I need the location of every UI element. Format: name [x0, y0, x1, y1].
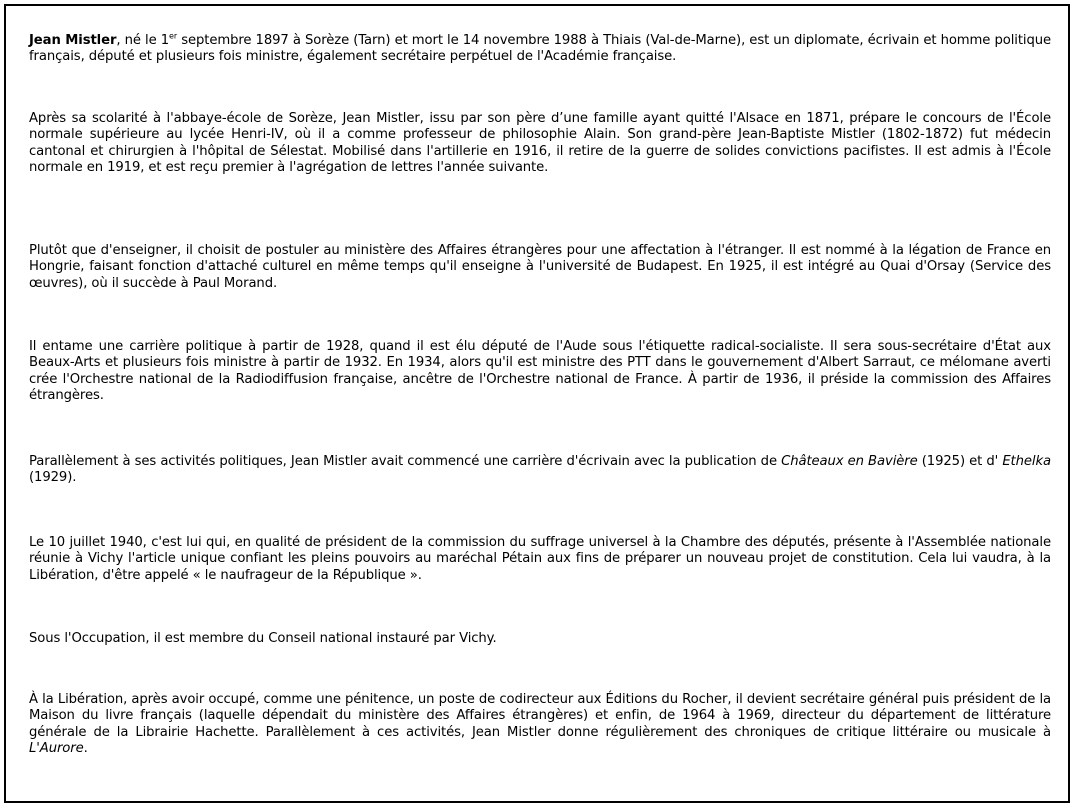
newspaper-title: L'Aurore [29, 740, 84, 756]
subject-name: Jean Mistler [29, 33, 117, 48]
paragraph-liberation: À la Libération, après avoir occupé, comme une pénitence, un poste de codirecteur aux Éditions du Rocher, il devient secrétaire général puis président de la Maison du livre français (laquelle dépendait du ministère des Affaires étrangères) et enfin, de 1964 à 1969, directeur du département de littérature générale de la Librairie Hachette. Parallèlement à ces activités, Jean Mistler donne régulièrement des chroniques de critique littéraire ou musicale à L'Aurore. [29, 692, 1051, 756]
book-title: Châteaux en Bavière [781, 454, 918, 469]
paragraph-occupation: Sous l'Occupation, il est membre du Conseil national instauré par Vichy. [29, 631, 497, 646]
paragraph-diplomacy: Plutôt que d'enseigner, il choisit de postuler au ministère des Affaires étrangères pour une affectation à l'étranger. Il est nommé à la légation de France en Hongrie, faisant fonction d'attaché culturel en même temps qu'il enseigne à l'université de Budapest. En 1925, il est intégré au Quai d'Orsay (Service des œuvres), où il succède à Paul Morand. [29, 243, 1051, 291]
paragraph-politics: Il entame une carrière politique à partir de 1928, quand il est élu député de l'Aude sous l'étiquette radical-socialiste. Il sera sous-secrétaire d'État aux Beaux-Arts et plusieurs fois ministre à partir de 1932. En 1934, alors qu'il est ministre des PTT dans le gouvernement d'Albert Sarraut, ce mélomane averti crée l'Orchestre national de la Radiodiffusion française, ancêtre de l'Orchestre national de France. À partir de 1936, il préside la commission des Affaires étrangères. [29, 339, 1051, 403]
book-title: Ethelka [1002, 454, 1051, 469]
paragraph-vichy: Le 10 juillet 1940, c'est lui qui, en qualité de président de la commission du suffrage universel à la Chambre des députés, présente à l'Assemblée nationale réunie à Vichy l'article unique confiant les pleins pouvoirs au maréchal Pétain aux fins de préparer un nouveau projet de constitution. Cela lui vaudra, à la Libération, d'être appelé « le naufrageur de la République ». [29, 535, 1051, 583]
paragraph-intro: Jean Mistler, né le 1er septembre 1897 à Sorèze (Tarn) et mort le 14 novembre 1988 à Thiais (Val-de-Marne), est un diplomate, écrivain et homme politique français, député et plusieurs fois ministre, également secrétaire perpétuel de l'Académie française. [29, 31, 1052, 65]
paragraph-writing: Parallèlement à ses activités politiques, Jean Mistler avait commencé une carrière d'écrivain avec la publication de Châteaux en Bavière (1925) et d' Ethelka (1929). [29, 454, 1051, 486]
paragraph-education: Après sa scolarité à l'abbaye-école de Sorèze, Jean Mistler, issu par son père d’une famille ayant quitté l'Alsace en 1871, prépare le concours de l'École normale supérieure au lycée Henri-IV, où il a comme professeur de philosophie Alain. Son grand-père Jean-Baptiste Mistler (1802-1872) fut médecin cantonal et chirurgien à l'hôpital de Sélestat. Mobilisé dans l'artillerie en 1916, il retire de la guerre de solides convictions pacifistes. Il est admis à l'École normale en 1919, et est reçu premier à l'agrégation de lettres l'année suivante. [29, 111, 1051, 175]
